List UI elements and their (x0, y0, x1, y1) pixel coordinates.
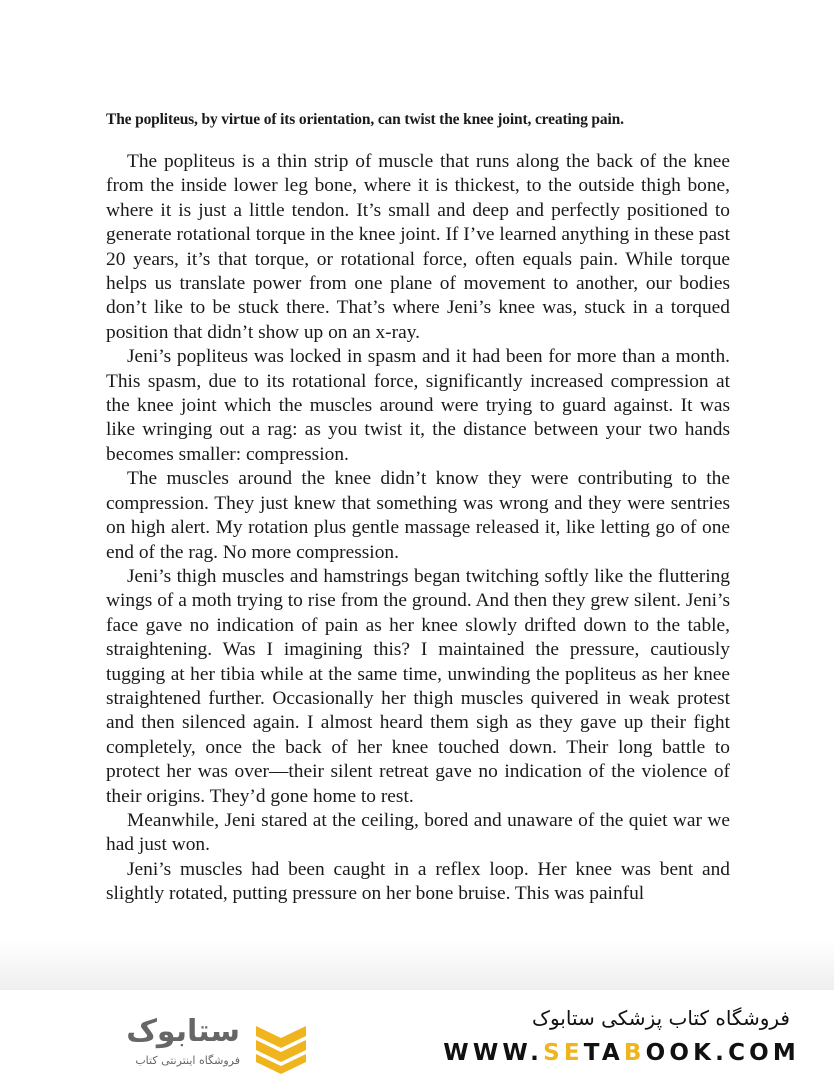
url-suffix: OOK.COM (645, 1040, 800, 1066)
url-accent: B (623, 1040, 646, 1066)
brand-logo (70, 1014, 240, 1067)
brand-tagline: فروشگاه اینترنتی کتاب (135, 1054, 240, 1067)
store-title: فروشگاه کتاب پزشکی ستابوک (532, 1006, 790, 1030)
url-middle: TA (583, 1040, 624, 1066)
store-url[interactable] (420, 1040, 800, 1066)
brand-name: ستابوک (126, 1014, 240, 1049)
body-text (106, 150, 730, 907)
paragraph: Jeni’s muscles had been caught in a reflex loop. Her knee was bent and slightly rotated, putting pressure on her bone bruise. This was painful (106, 858, 730, 905)
paragraph: The muscles around the knee didn’t know they were contributing to the compression. They just knew that something was wrong and they were sentries on high alert. My rotation plus gentle massage released it, like letting go of one end of the rag. No more compression. (106, 468, 730, 563)
paragraph: Jeni’s popliteus was locked in spasm and it had been for more than a month. This spasm, due to its rotational force, significantly increased compression at the knee joint which the muscles around were trying to guard against. It was like wringing out a rag: as you twist it, the distance between your two hands becomes smaller: compression. (106, 346, 730, 465)
paragraph: Jeni’s thigh muscles and hamstrings began twitching softly like the fluttering wings of a moth trying to rise from the ground. And then they grew silent. Jeni’s face gave no indication of pain as her knee slowly drifted down to the table, straightening. Was I imagining this? I maintained the pressure, cautiously tugging at her tibia while at the same time, unwinding the popliteus as her knee straightened further. Occasionally her thigh muscles quivered in weak protest and then silenced again. I almost heard them sigh as they gave up their fight completely, once the back of her knee touched down. Their long battle to protect her was over—their silent retreat gave no indication of the violence of their origins. They’d gone home to rest. (106, 565, 730, 807)
url-accent: SE (543, 1040, 584, 1066)
figure-caption: The popliteus, by virtue of its orientation, can twist the knee joint, creating pain. (106, 111, 624, 128)
page-edge-shadow (0, 940, 834, 995)
chevron-logo-icon (252, 1018, 310, 1074)
url-prefix: WWW. (443, 1040, 544, 1066)
paragraph: The popliteus is a thin strip of muscle that runs along the back of the knee from the inside lower leg bone, where it is thickest, to the outside thigh bone, where it is just a little tendon. It’s small and deep and perfectly positioned to generate rotational torque in the knee joint. If I’ve learned anything in these past 20 years, it’s that torque, or rotational force, often equals pain. While torque helps us translate power from one plane of movement to another, our bodies don’t like to be stuck there. That’s where Jeni’s knee was, stuck in a torqued position that didn’t show up on an x-ray. (106, 151, 730, 343)
paragraph: Meanwhile, Jeni stared at the ceiling, bored and unaware of the quiet war we had just won. (106, 809, 730, 856)
